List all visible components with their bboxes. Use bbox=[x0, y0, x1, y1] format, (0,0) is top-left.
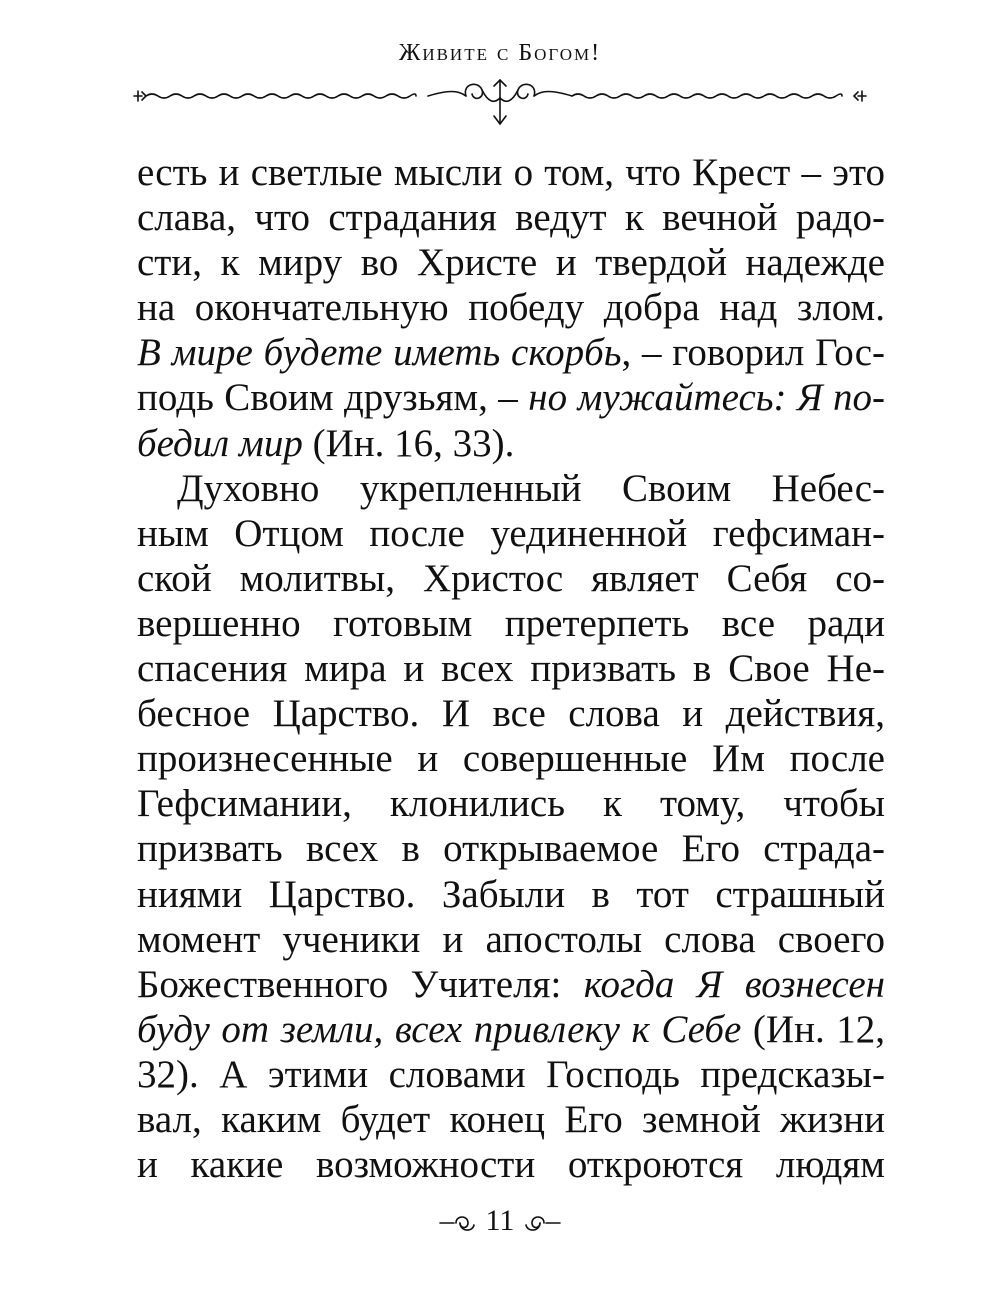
page-footer bbox=[0, 1204, 1000, 1238]
text-segment: спасения мира и всех призвать в Свое Не- bbox=[137, 647, 885, 691]
text-line bbox=[137, 511, 885, 556]
running-title: Живите с Богом! bbox=[398, 40, 602, 66]
text-segment: вершенно готовым претерпеть все ради bbox=[137, 601, 885, 645]
text-line bbox=[137, 150, 885, 195]
body-text bbox=[137, 150, 885, 1187]
text-line bbox=[137, 781, 885, 826]
text-segment: вал, каким будет конец Его земной жизни bbox=[137, 1097, 885, 1141]
flourish-left-icon bbox=[438, 1211, 478, 1235]
text-line bbox=[137, 195, 885, 240]
text-segment: Божественного Учителя: bbox=[137, 962, 584, 1006]
text-line bbox=[137, 646, 885, 691]
text-line bbox=[137, 736, 885, 781]
text-line bbox=[137, 601, 885, 646]
flourish-divider-icon bbox=[128, 76, 872, 128]
text-segment: (Ин. 16, 33). bbox=[302, 421, 515, 465]
text-segment: есть и светлые мысли о том, что Крест – это bbox=[137, 151, 885, 194]
text-segment: призвать всех в открываемое Его страда- bbox=[137, 827, 885, 871]
text-line bbox=[137, 1007, 885, 1052]
text-line bbox=[137, 466, 885, 511]
text-segment: сти, к миру во Христе и твердой надежде bbox=[137, 241, 885, 285]
text-line bbox=[137, 872, 885, 917]
text-segment: бесное Царство. И все слова и действия, bbox=[137, 692, 885, 736]
scripture-quote: – но мужайтесь: Я по- bbox=[498, 376, 886, 420]
text-segment: на окончательную победу добра над злом. bbox=[137, 286, 885, 330]
scripture-quote: когда Я вознесен bbox=[583, 962, 885, 1006]
text-line bbox=[137, 1142, 885, 1187]
text-segment: (Ин. 12, bbox=[741, 1007, 885, 1051]
text-line bbox=[137, 691, 885, 736]
text-line bbox=[137, 556, 885, 601]
text-line bbox=[137, 917, 885, 962]
scripture-quote: буду от земли, всех привлеку к Себе bbox=[137, 1007, 742, 1051]
page-number: 11 bbox=[485, 1204, 515, 1237]
text-line bbox=[137, 330, 885, 375]
text-line bbox=[137, 826, 885, 871]
text-line bbox=[137, 1052, 885, 1097]
text-segment: 32). А этими словами Господь предсказы- bbox=[137, 1052, 885, 1096]
text-segment: Гефсимании, клонились к тому, чтобы bbox=[137, 782, 885, 826]
text-segment: момент ученики и апостолы слова своего bbox=[137, 917, 885, 961]
text-segment: ской молитвы, Христос являет Себя со- bbox=[137, 556, 885, 600]
text-line bbox=[137, 421, 885, 466]
scripture-quote: бедил мир bbox=[137, 421, 303, 465]
text-segment: произнесенные и совершенные Им после bbox=[137, 737, 885, 781]
text-line bbox=[137, 285, 885, 330]
text-segment: ным Отцом после уединенной гефсиман- bbox=[137, 511, 885, 555]
text-segment: подь Своим друзьям, bbox=[137, 376, 499, 420]
text-line bbox=[137, 962, 885, 1007]
flourish-right-icon bbox=[522, 1211, 562, 1235]
scripture-quote: В мире будете иметь скорбь bbox=[137, 331, 622, 375]
text-segment: и какие возможности откроются людям bbox=[137, 1143, 885, 1187]
text-line bbox=[137, 1097, 885, 1142]
text-line bbox=[137, 240, 885, 285]
text-line bbox=[137, 375, 885, 420]
text-segment: , – говорил Гос- bbox=[621, 331, 885, 375]
text-segment: ниями Царство. Забыли в тот страшный bbox=[137, 872, 885, 916]
text-segment: Духовно укрепленный Своим Небес- bbox=[177, 466, 885, 510]
text-segment: слава, что страдания ведут к вечной радо- bbox=[137, 196, 885, 240]
